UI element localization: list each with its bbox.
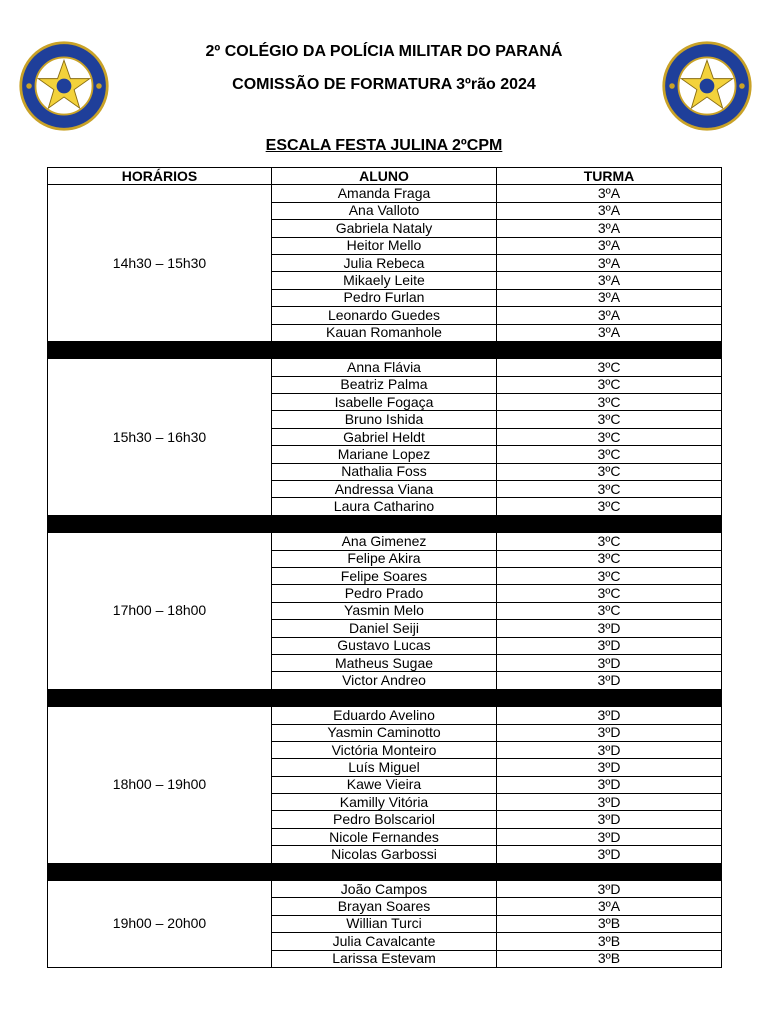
time-slot-cell: 14h30 – 15h30 — [48, 185, 272, 342]
student-name-cell: Victória Monteiro — [272, 741, 497, 758]
student-name-cell: Kauan Romanhole — [272, 324, 497, 341]
class-cell: 3ºD — [497, 741, 722, 758]
class-cell: 3ºC — [497, 550, 722, 567]
header-horarios: HORÁRIOS — [48, 168, 272, 185]
class-cell: 3ºC — [497, 498, 722, 515]
page-title — [0, 137, 768, 155]
student-name-cell: Andressa Viana — [272, 481, 497, 498]
student-name-cell: Ana Gimenez — [272, 533, 497, 550]
class-cell: 3ºD — [497, 620, 722, 637]
separator-bar — [48, 341, 722, 358]
student-name-cell: Eduardo Avelino — [272, 707, 497, 724]
header-aluno: ALUNO — [272, 168, 497, 185]
committee-name: COMISSÃO DE FORMATURA 3ºrão 2024 — [232, 76, 536, 93]
student-name-cell: Leonardo Guedes — [272, 307, 497, 324]
class-cell: 3ºC — [497, 411, 722, 428]
class-cell: 3ºD — [497, 672, 722, 689]
student-name-cell: Yasmin Melo — [272, 602, 497, 619]
class-cell: 3ºA — [497, 185, 722, 202]
student-name-cell: Julia Cavalcante — [272, 933, 497, 950]
class-cell: 3ºA — [497, 202, 722, 219]
class-cell: 3ºB — [497, 933, 722, 950]
student-name-cell: Bruno Ishida — [272, 411, 497, 428]
table-row — [48, 881, 722, 898]
student-name-cell: Gabriel Heldt — [272, 428, 497, 445]
separator-bar — [48, 689, 722, 706]
student-name-cell: Gustavo Lucas — [272, 637, 497, 654]
class-cell: 3ºD — [497, 724, 722, 741]
header-turma: TURMA — [497, 168, 722, 185]
separator-bar — [48, 863, 722, 880]
class-cell: 3ºD — [497, 776, 722, 793]
student-name-cell: Pedro Bolscariol — [272, 811, 497, 828]
student-name-cell: Julia Rebeca — [272, 254, 497, 271]
student-name-cell: Pedro Furlan — [272, 289, 497, 306]
school-name: 2º COLÉGIO DA POLÍCIA MILITAR DO PARANÁ — [205, 43, 563, 60]
student-name-cell: Anna Flávia — [272, 359, 497, 376]
student-name-cell: Victor Andreo — [272, 672, 497, 689]
class-cell: 3ºD — [497, 759, 722, 776]
student-name-cell: Laura Catharino — [272, 498, 497, 515]
class-cell: 3ºA — [497, 272, 722, 289]
separator-row — [48, 515, 722, 532]
class-cell: 3ºB — [497, 950, 722, 967]
class-cell: 3ºA — [497, 237, 722, 254]
student-name-cell: Nicolas Garbossi — [272, 846, 497, 863]
class-cell: 3ºC — [497, 376, 722, 393]
class-cell: 3ºC — [497, 567, 722, 584]
student-name-cell: Kamilly Vitória — [272, 794, 497, 811]
student-name-cell: Yasmin Caminotto — [272, 724, 497, 741]
student-name-cell: Ana Valloto — [272, 202, 497, 219]
class-cell: 3ºB — [497, 915, 722, 932]
class-cell: 3ºC — [497, 428, 722, 445]
class-cell: 3ºA — [497, 324, 722, 341]
class-cell: 3ºC — [497, 533, 722, 550]
separator-row — [48, 341, 722, 358]
class-cell: 3ºC — [497, 359, 722, 376]
class-cell: 3ºC — [497, 481, 722, 498]
separator-row — [48, 689, 722, 706]
separator-row — [48, 863, 722, 880]
class-cell: 3ºA — [497, 254, 722, 271]
student-name-cell: Kawe Vieira — [272, 776, 497, 793]
page-title-text: ESCALA FESTA JULINA 2ºCPM — [265, 137, 503, 154]
student-name-cell: João Campos — [272, 881, 497, 898]
student-name-cell: Isabelle Fogaça — [272, 394, 497, 411]
schedule-table — [47, 167, 722, 968]
class-cell: 3ºD — [497, 846, 722, 863]
student-name-cell: Mikaely Leite — [272, 272, 497, 289]
student-name-cell: Larissa Estevam — [272, 950, 497, 967]
separator-bar — [48, 515, 722, 532]
schedule-body — [48, 185, 722, 968]
class-cell: 3ºA — [497, 289, 722, 306]
student-name-cell: Heitor Mello — [272, 237, 497, 254]
class-cell: 3ºC — [497, 446, 722, 463]
student-name-cell: Felipe Soares — [272, 567, 497, 584]
student-name-cell: Amanda Fraga — [272, 185, 497, 202]
table-row — [48, 359, 722, 376]
class-cell: 3ºC — [497, 394, 722, 411]
class-cell: 3ºD — [497, 637, 722, 654]
table-row — [48, 185, 722, 202]
student-name-cell: Mariane Lopez — [272, 446, 497, 463]
class-cell: 3ºD — [497, 828, 722, 845]
class-cell: 3ºD — [497, 881, 722, 898]
class-cell: 3ºA — [497, 307, 722, 324]
time-slot-cell: 18h00 – 19h00 — [48, 707, 272, 864]
student-name-cell: Beatriz Palma — [272, 376, 497, 393]
class-cell: 3ºD — [497, 794, 722, 811]
class-cell: 3ºC — [497, 463, 722, 480]
class-cell: 3ºD — [497, 811, 722, 828]
class-cell: 3ºD — [497, 654, 722, 671]
student-name-cell: Daniel Seiji — [272, 620, 497, 637]
student-name-cell: Brayan Soares — [272, 898, 497, 915]
student-name-cell: Gabriela Nataly — [272, 220, 497, 237]
time-slot-cell: 17h00 – 18h00 — [48, 533, 272, 690]
class-cell: 3ºC — [497, 585, 722, 602]
student-name-cell: Nicole Fernandes — [272, 828, 497, 845]
student-name-cell: Matheus Sugae — [272, 654, 497, 671]
student-name-cell: Willian Turci — [272, 915, 497, 932]
class-cell: 3ºD — [497, 707, 722, 724]
class-cell: 3ºC — [497, 602, 722, 619]
class-cell: 3ºA — [497, 220, 722, 237]
student-name-cell: Luís Miguel — [272, 759, 497, 776]
time-slot-cell: 15h30 – 16h30 — [48, 359, 272, 516]
student-name-cell: Nathalia Foss — [272, 463, 497, 480]
student-name-cell: Pedro Prado — [272, 585, 497, 602]
table-row — [48, 533, 722, 550]
document-header — [0, 0, 768, 160]
table-row — [48, 707, 722, 724]
student-name-cell: Felipe Akira — [272, 550, 497, 567]
time-slot-cell: 19h00 – 20h00 — [48, 881, 272, 968]
table-header-row — [48, 168, 722, 185]
class-cell: 3ºA — [497, 898, 722, 915]
